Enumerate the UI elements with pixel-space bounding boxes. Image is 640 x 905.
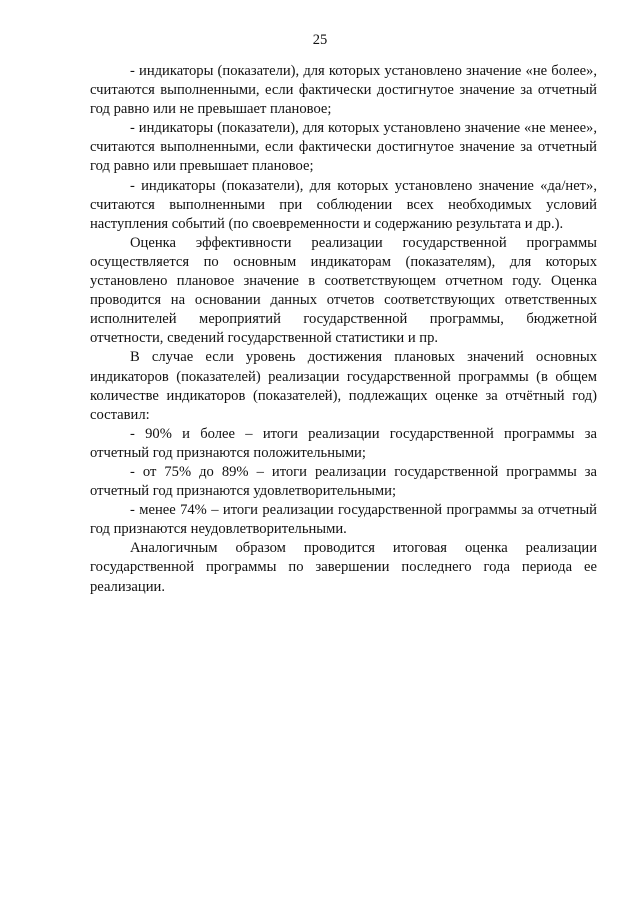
paragraph-achievement-level: В случае если уровень достижения плановых значений основных индикаторов (показателей) реализации государственной программы (в общем количестве индикаторов (показателей), подлежащих оценке за отчётный год) составил:	[90, 349, 597, 423]
document-body	[90, 62, 597, 597]
paragraph-unsatisfactory-result: - менее 74% – итоги реализации государственной программы за отчетный год признаются неудовлетворительными.	[90, 502, 597, 538]
paragraph-not-more-indicators: - индикаторы (показатели), для которых установлено значение «не более», считаются выполненными, если фактически достигнутое значение за отчетный год равно или не превышает плановое;	[90, 63, 597, 118]
paragraph-not-less-indicators: - индикаторы (показатели), для которых установлено значение «не менее», считаются выполненными, если фактически достигнутое значение за отчетный год равно или превышает плановое;	[90, 120, 597, 175]
paragraph-positive-result: - 90% и более – итоги реализации государственной программы за отчетный год признаются положительными;	[90, 425, 597, 461]
paragraph-efficiency-assessment: Оценка эффективности реализации государственной программы осуществляется по основным индикаторам (показателям), для которых установлено плановое значение в соответствующем отчетном году. Оценка проводится на основании данных отчетов соответствующих ответственных исполнителей мероприятий государственной программы, бюджетной отчетности, сведений государственной статистики и пр.	[90, 234, 597, 347]
paragraph-yes-no-indicators: - индикаторы (показатели), для которых установлено значение «да/нет», считаются выполненными при соблюдении всех необходимых условий наступления событий (по своевременности и содержанию результата и др.).	[90, 177, 597, 232]
paragraph-satisfactory-result: - от 75% до 89% – итоги реализации государственной программы за отчетный год признаются удовлетворительными;	[90, 463, 597, 500]
page-number: 25	[312, 32, 328, 48]
paragraph-final-assessment: Аналогичным образом проводится итоговая оценка реализации государственной программы по завершении последнего года периода ее реализации.	[90, 540, 597, 595]
